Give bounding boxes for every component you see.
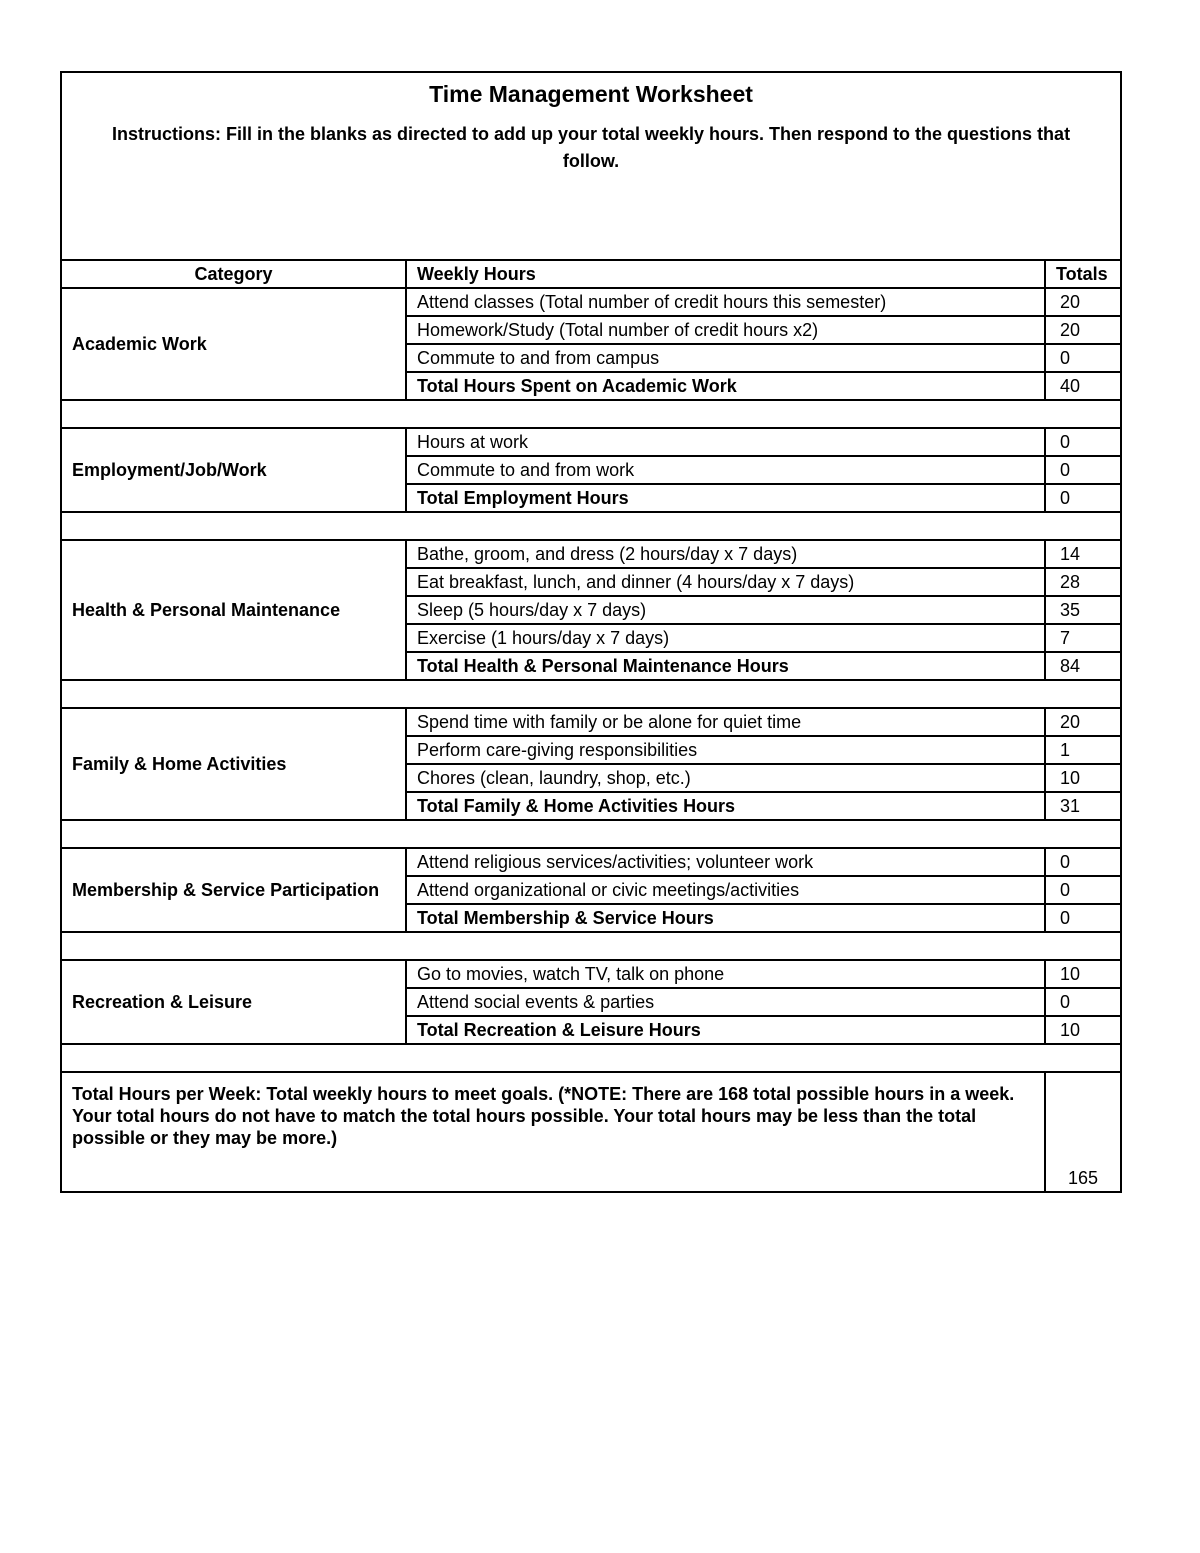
category-cell: Employment/Job/Work [61, 428, 406, 512]
column-header-category: Category [61, 260, 406, 288]
category-cell: Recreation & Leisure [61, 960, 406, 1044]
grand-total-label: Total Hours per Week: Total weekly hours to meet goals. (*NOTE: There are 168 total possible hours in a week. Your total hours do not have to match the total hours possible. Your total hours may be less than the total possible or they may be more.) [61, 1072, 1045, 1192]
activity-label: Attend social events & parties [406, 988, 1045, 1016]
column-header-weekly-hours: Weekly Hours [406, 260, 1045, 288]
header-row [61, 72, 1121, 260]
section-total-value: 10 [1045, 1016, 1121, 1044]
section-total-value: 31 [1045, 792, 1121, 820]
section-total-value: 84 [1045, 652, 1121, 680]
activity-label: Chores (clean, laundry, shop, etc.) [406, 764, 1045, 792]
category-cell: Health & Personal Maintenance [61, 540, 406, 680]
table-row [61, 428, 1121, 456]
table-row [61, 960, 1121, 988]
hours-field[interactable]: 0 [1045, 456, 1121, 484]
hours-field[interactable]: 0 [1045, 848, 1121, 876]
hours-field[interactable]: 28 [1045, 568, 1121, 596]
category-cell: Family & Home Activities [61, 708, 406, 820]
section-total-label: Total Hours Spent on Academic Work [406, 372, 1045, 400]
spacer-cell [61, 680, 1121, 708]
category-cell: Membership & Service Participation [61, 848, 406, 932]
spacer-cell [61, 512, 1121, 540]
activity-label: Perform care-giving responsibilities [406, 736, 1045, 764]
spacer-cell [61, 400, 1121, 428]
category-cell: Academic Work [61, 288, 406, 400]
hours-field[interactable]: 20 [1045, 708, 1121, 736]
hours-field[interactable]: 35 [1045, 596, 1121, 624]
table-row [61, 848, 1121, 876]
worksheet [60, 71, 1120, 1193]
hours-field[interactable]: 1 [1045, 736, 1121, 764]
activity-label: Attend religious services/activities; volunteer work [406, 848, 1045, 876]
activity-label: Commute to and from campus [406, 344, 1045, 372]
activity-label: Hours at work [406, 428, 1045, 456]
table-row [61, 708, 1121, 736]
grand-total-value: 165 [1045, 1072, 1121, 1192]
section-total-value: 0 [1045, 484, 1121, 512]
section-total-value: 0 [1045, 904, 1121, 932]
hours-field[interactable]: 20 [1045, 316, 1121, 344]
hours-field[interactable]: 14 [1045, 540, 1121, 568]
hours-field[interactable]: 7 [1045, 624, 1121, 652]
spacer-row [61, 932, 1121, 960]
column-header-row [61, 260, 1121, 288]
activity-label: Homework/Study (Total number of credit hours x2) [406, 316, 1045, 344]
hours-field[interactable]: 0 [1045, 344, 1121, 372]
section-total-value: 40 [1045, 372, 1121, 400]
table-row [61, 288, 1121, 316]
activity-label: Bathe, groom, and dress (2 hours/day x 7 days) [406, 540, 1045, 568]
header-cell [61, 72, 1121, 260]
section-total-label: Total Employment Hours [406, 484, 1045, 512]
activity-label: Sleep (5 hours/day x 7 days) [406, 596, 1045, 624]
hours-field[interactable]: 10 [1045, 960, 1121, 988]
grand-total-row [61, 1072, 1121, 1192]
activity-label: Attend classes (Total number of credit hours this semester) [406, 288, 1045, 316]
activity-label: Spend time with family or be alone for quiet time [406, 708, 1045, 736]
instructions-text: Instructions: Fill in the blanks as directed to add up your total weekly hours. Then respond to the questions that follow. [111, 124, 1071, 171]
hours-field[interactable]: 20 [1045, 288, 1121, 316]
table-row [61, 540, 1121, 568]
spacer-row [61, 820, 1121, 848]
hours-field[interactable]: 0 [1045, 428, 1121, 456]
activity-label: Go to movies, watch TV, talk on phone [406, 960, 1045, 988]
hours-field[interactable]: 0 [1045, 988, 1121, 1016]
column-header-totals: Totals [1045, 260, 1121, 288]
worksheet-table [60, 71, 1122, 1193]
spacer-cell [61, 820, 1121, 848]
hours-field[interactable]: 0 [1045, 876, 1121, 904]
spacer-cell [61, 1044, 1121, 1072]
spacer-row [61, 1044, 1121, 1072]
spacer-row [61, 512, 1121, 540]
section-total-label: Total Membership & Service Hours [406, 904, 1045, 932]
section-total-label: Total Health & Personal Maintenance Hours [406, 652, 1045, 680]
activity-label: Attend organizational or civic meetings/activities [406, 876, 1045, 904]
activity-label: Exercise (1 hours/day x 7 days) [406, 624, 1045, 652]
section-total-label: Total Recreation & Leisure Hours [406, 1016, 1045, 1044]
spacer-row [61, 680, 1121, 708]
spacer-row [61, 400, 1121, 428]
worksheet-title: Time Management Worksheet [429, 81, 753, 107]
spacer-cell [61, 932, 1121, 960]
section-total-label: Total Family & Home Activities Hours [406, 792, 1045, 820]
activity-label: Commute to and from work [406, 456, 1045, 484]
activity-label: Eat breakfast, lunch, and dinner (4 hours/day x 7 days) [406, 568, 1045, 596]
hours-field[interactable]: 10 [1045, 764, 1121, 792]
